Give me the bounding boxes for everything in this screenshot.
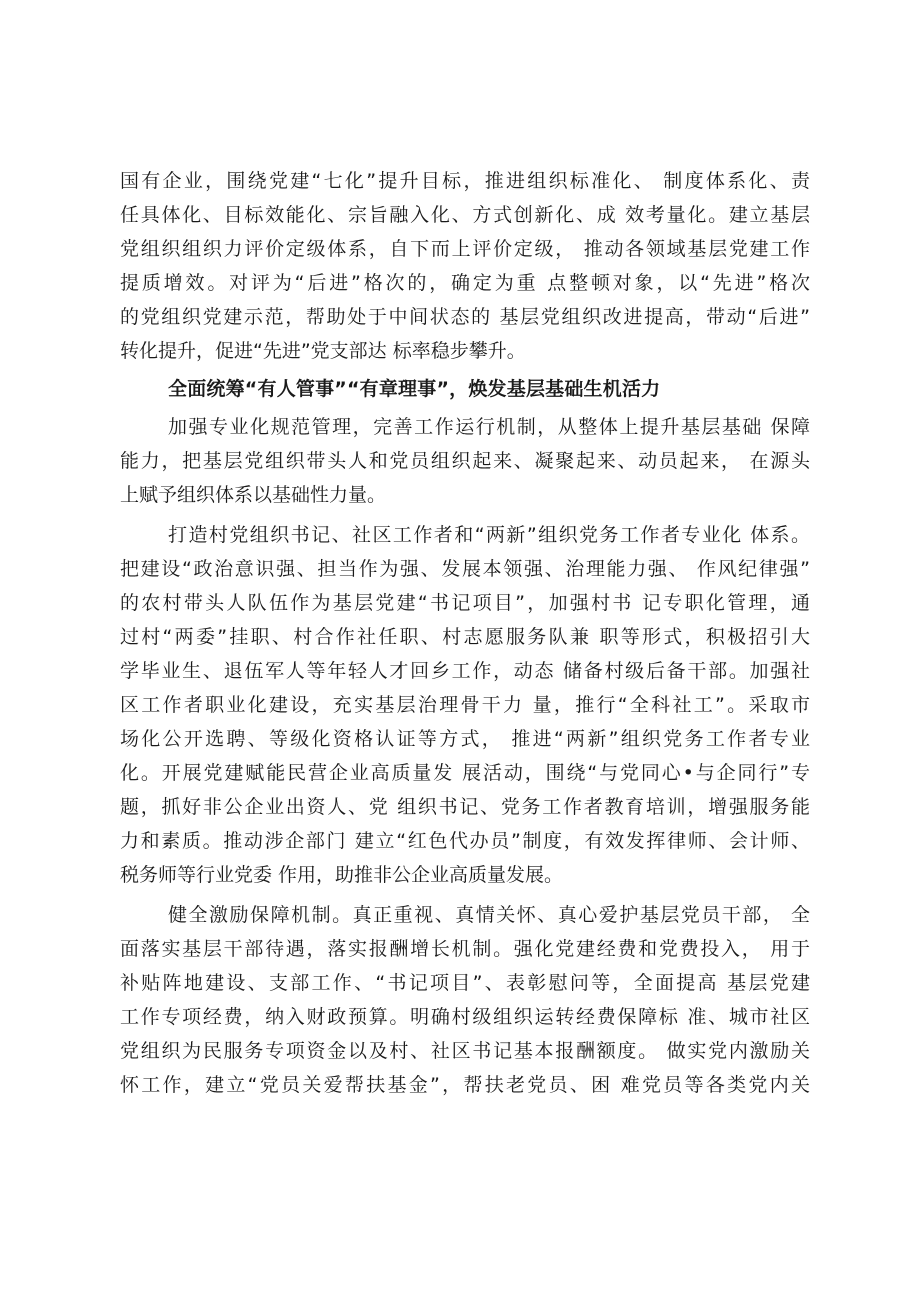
text-line: 怀工作，建立“党员关爱帮扶基金”，帮扶老党员、困 难党员等各类党内关 [120,1074,810,1096]
text-line: 国有企业，围绕党建“七化”提升目标，推进组织标准化、 制度体系化、责 [120,170,810,192]
paragraph-incentives [120,898,810,1102]
text-line: 的党组织党建示范，帮助处于中间状态的 基层党组织改进提高，带动“后进” [120,306,810,328]
text-line: 能力，把基层党组织带头人和党员组织起来、凝聚起来、动员起来， 在源头 [120,450,810,472]
text-line: 提质增效。对评为“后进”格次的，确定为重 点整顿对象，以“先进”格次 [120,272,810,294]
text-line: 力和素质。推动涉企部门 建立“红色代办员”制度，有效发挥律师、会计师、 [120,830,810,852]
text-line: 打造村党组织书记、社区工作者和“两新”组织党务工作者专业化 体系。 [168,524,810,546]
text-line: 学毕业生、退伍军人等年轻人才回乡工作，动态 储备村级后备干部。加强社 [120,660,810,682]
text-line: 任具体化、目标效能化、宗旨融入化、方式创新化、成 效考量化。建立基层 [120,204,810,226]
text-line: 区工作者职业化建设，充实基层治理骨干力 量，推行“全科社工”。采取市 [120,694,810,716]
text-line: 的农村带头人队伍作为基层党建“书记项目”，加强村书 记专职化管理，通 [120,592,810,614]
text-line: 场化公开选聘、等级化资格认证等方式， 推进“两新”组织党务工作者专业 [120,728,810,750]
text-line: 党组织为民服务专项资金以及村、社区书记基本报酬额度。 做实党内激励关 [120,1040,810,1062]
text-line: 加强专业化规范管理，完善工作运行机制，从整体上提升基层基础 保障 [168,416,810,438]
section-heading: 全面统筹“有人管事”“有章理事”，焕发基层基础生机活力 [168,378,661,400]
text-line: 健全激励保障机制。真正重视、真情关怀、真心爱护基层党员干部， 全 [168,904,810,926]
text-line: 转化提升，促进“先进”党支部达 标率稳步攀升。 [120,340,526,362]
text-line: 化。开展党建赋能民营企业高质量发 展活动，围绕“与党同心•与企同行”专 [120,762,810,784]
text-line: 党组织组织力评价定级体系，自下而上评价定级， 推动各领域基层党建工作 [120,238,810,260]
text-line: 题，抓好非公企业出资人、党 组织书记、党务工作者教育培训，增强服务能 [120,796,810,818]
text-line: 工作专项经费，纳入财政预算。明确村级组织运转经费保障标 准、城市社区 [120,1006,810,1028]
document-body [120,164,810,1102]
paragraph-professionalization [120,518,810,892]
paragraph-management [120,410,810,512]
paragraph-intro [120,164,810,368]
text-line: 补贴阵地建设、支部工作、“书记项目”、表彰慰问等，全面提高 基层党建 [120,972,810,994]
text-line: 税务师等行业党委 作用，助推非公企业高质量发展。 [120,864,564,886]
text-line: 面落实基层干部待遇，落实报酬增长机制。强化党建经费和党费投入， 用于 [120,938,810,960]
text-line: 上赋予组织体系以基础性力量。 [120,484,387,506]
text-line: 过村“两委”挂职、村合作社任职、村志愿服务队兼 职等形式，积极招引大 [120,626,810,648]
text-line: 把建设“政治意识强、担当作为强、发展本领强、治理能力强、 作风纪律强” [120,558,810,580]
